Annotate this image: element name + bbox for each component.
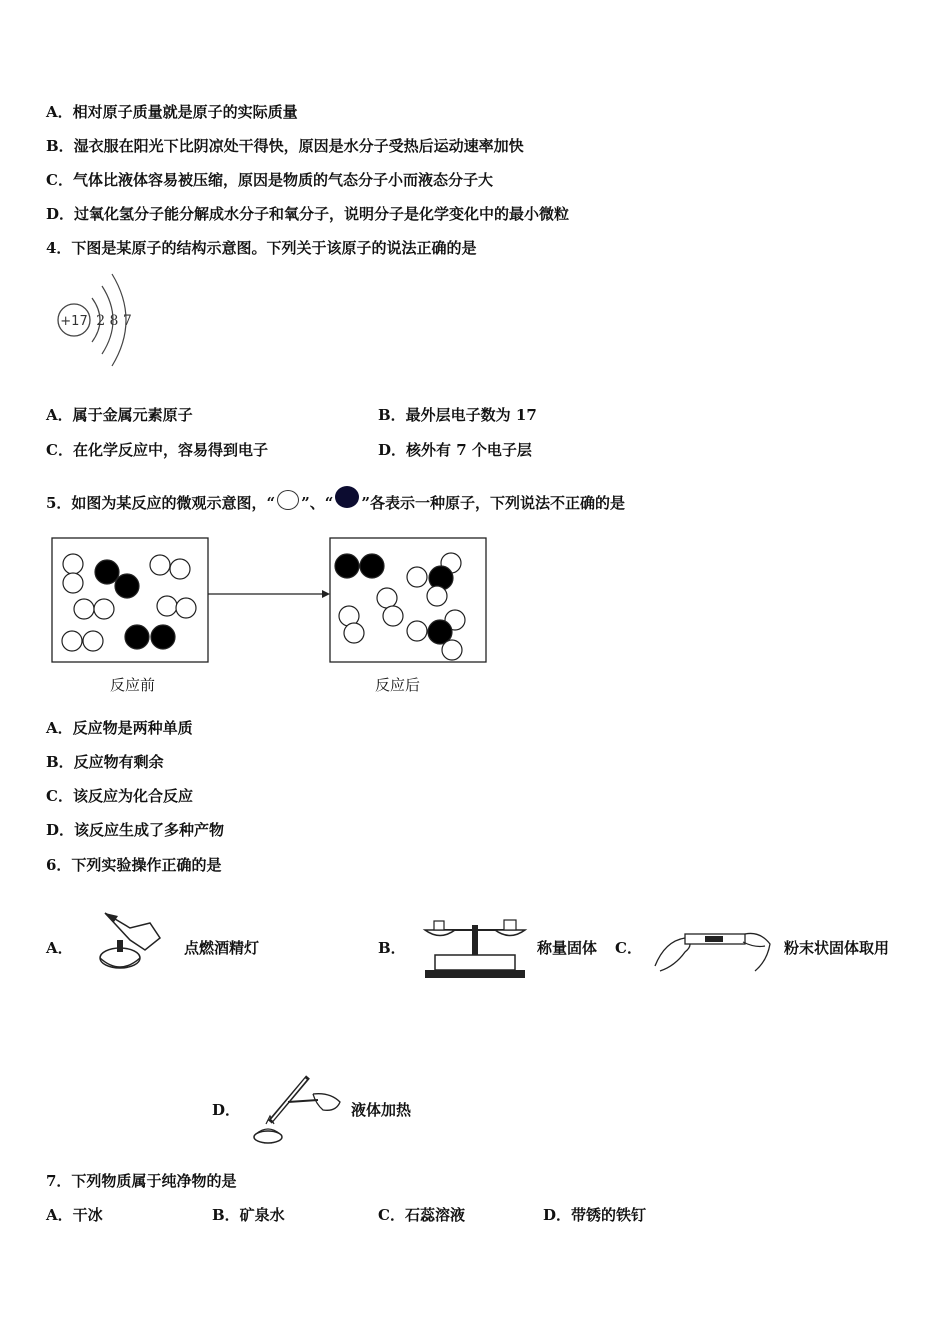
- alcohol-lamp-icon: [90, 908, 170, 978]
- q3-option-c: C．气体比液体容易被压缩，原因是物质的气态分子小而液态分子大: [46, 171, 493, 189]
- q5-quote-close: ”: [361, 494, 370, 512]
- powder-spoon-icon: [655, 926, 775, 976]
- q6-option-a-text: 点燃酒精灯: [184, 939, 260, 957]
- q5-option-b: B．反应物有剩余: [46, 753, 164, 771]
- q6-option-d-label: D．: [212, 1101, 241, 1119]
- q5-option-c: C．该反应为化合反应: [46, 787, 193, 805]
- q6-option-d-text: 液体加热: [351, 1101, 412, 1119]
- q3-option-d: D．过氧化氢分子能分解成水分子和氧分子，说明分子是化学变化中的最小微粒: [46, 205, 570, 223]
- q6-option-b-text: 称量固体: [537, 939, 598, 957]
- q4-option-c: C．在化学反应中，容易得到电子: [46, 441, 268, 459]
- q3-option-b: B．湿衣服在阳光下比阴凉处干得快，原因是水分子受热后运动速率加快: [46, 137, 524, 155]
- q5-stem: [46, 486, 625, 513]
- white-atom-icon: [277, 490, 299, 510]
- after-caption: 反应后: [375, 676, 421, 694]
- q5-quote-open: “: [266, 494, 276, 512]
- q4-option-d: D．核外有 7 个电子层: [378, 441, 532, 459]
- q6-stem: 6．下列实验操作正确的是: [46, 856, 222, 874]
- q5-option-d: D．该反应生成了多种产物: [46, 821, 225, 839]
- q6-option-c-label: C．: [615, 939, 642, 957]
- q5-stem-part2: 各表示一种原子，下列说法不正确的是: [370, 494, 626, 512]
- q6-option-a-label: A．: [46, 939, 73, 957]
- atom-structure-diagram: [52, 268, 152, 378]
- q4-stem: 4．下图是某原子的结构示意图。下列关于该原子的说法正确的是: [46, 239, 477, 257]
- black-atom-icon: [335, 486, 359, 508]
- q6-option-c-text: 粉末状固体取用: [784, 939, 890, 957]
- liquid-heating-icon: [248, 1072, 348, 1147]
- q4-option-b: B．最外层电子数为 17: [378, 406, 537, 424]
- q7-option-b: B．矿泉水: [212, 1206, 285, 1224]
- reaction-diagram: [50, 536, 490, 666]
- q7-option-a: A．干冰: [46, 1206, 103, 1224]
- before-caption: 反应前: [110, 676, 156, 694]
- q7-option-d: D．带锈的铁钉: [543, 1206, 647, 1224]
- electron-shells: 2 8 7: [96, 313, 132, 329]
- q5-option-a: A．反应物是两种单质: [46, 719, 193, 737]
- q7-option-c: C．石蕊溶液: [378, 1206, 465, 1224]
- balance-scale-icon: [420, 915, 530, 980]
- q6-option-b-label: B．: [378, 939, 406, 957]
- q7-stem: 7．下列物质属于纯净物的是: [46, 1172, 237, 1190]
- q4-option-a: A．属于金属元素原子: [46, 406, 193, 424]
- q5-quote-mid: ”、“: [301, 494, 334, 512]
- q5-stem-part1: 5．如图为某反应的微观示意图，: [46, 494, 267, 512]
- q3-option-a: A．相对原子质量就是原子的实际质量: [46, 103, 298, 121]
- nucleus-charge: +17: [60, 314, 88, 329]
